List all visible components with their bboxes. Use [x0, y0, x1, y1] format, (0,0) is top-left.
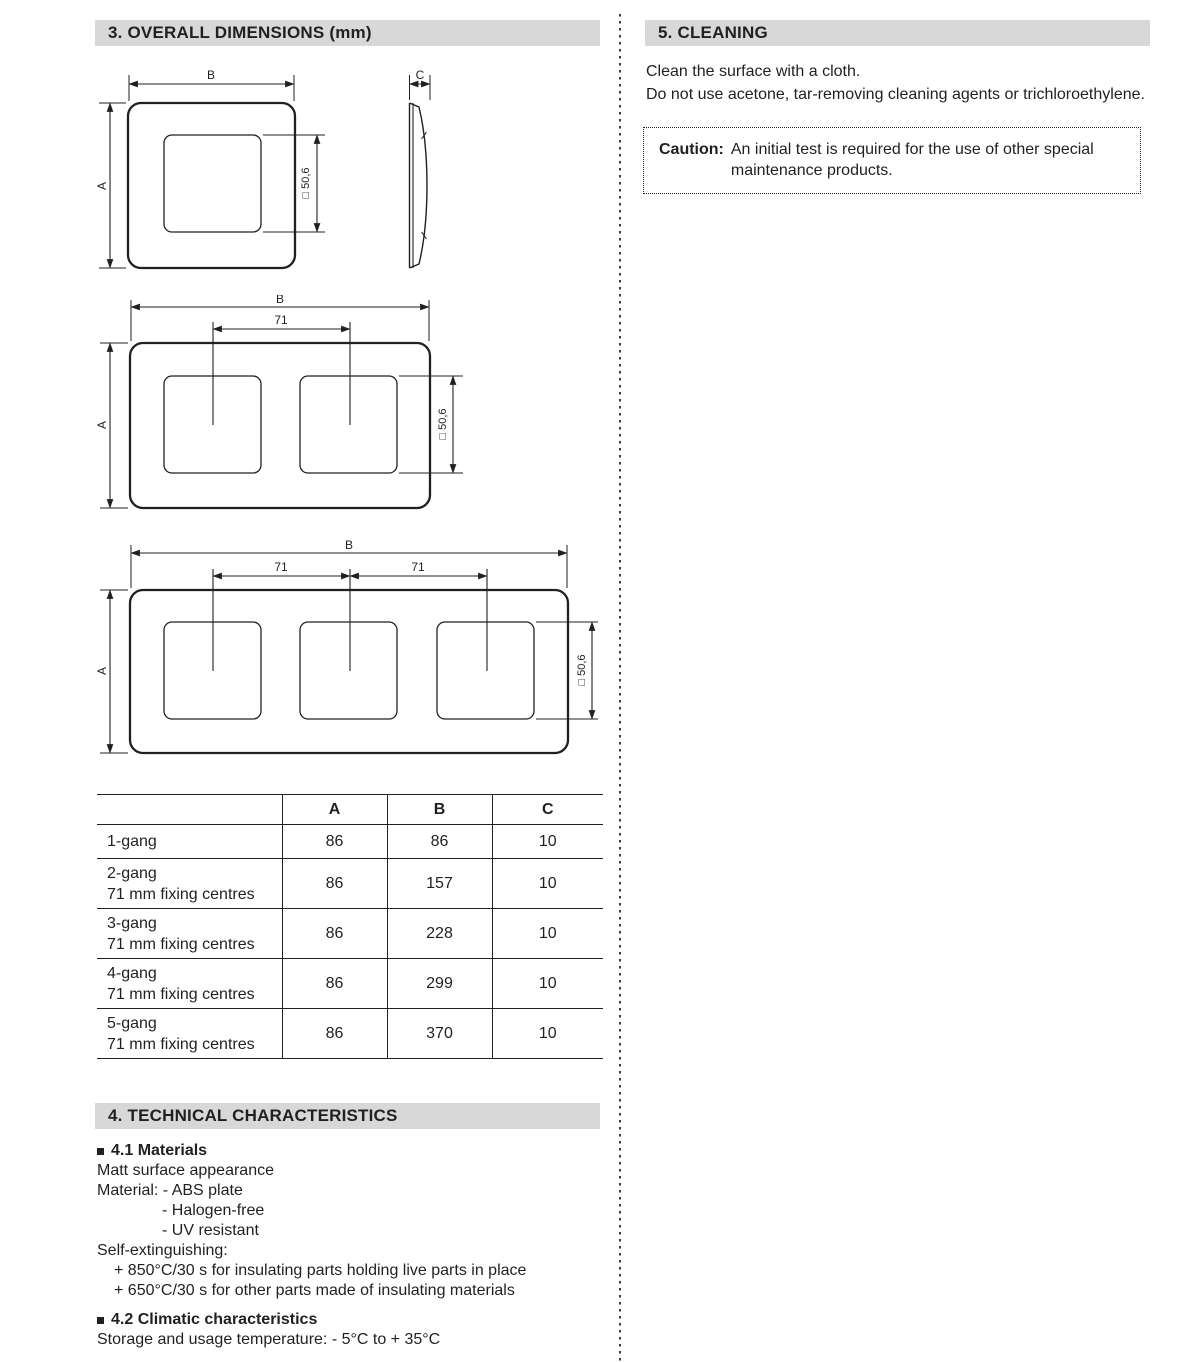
cleaning-line: Do not use acetone, tar-removing cleaning agents or trichloroethylene. [646, 86, 1145, 103]
value-b: 157 [387, 859, 492, 909]
tech-line: Material: - ABS plate [97, 1182, 243, 1199]
caution-line: An initial test is required for the use of other special [730, 141, 1094, 158]
drawing-2gang [95, 295, 475, 520]
section-3-header [95, 20, 600, 46]
dim-label-square: □ 50,6 [437, 408, 449, 440]
window-outline [300, 622, 397, 719]
value-a: 86 [282, 1009, 387, 1059]
row-sub: 71 mm fixing centres [107, 985, 255, 1003]
value-b: 299 [387, 959, 492, 1009]
value-c: 10 [492, 825, 603, 859]
dim-label-71: 71 [411, 560, 425, 574]
cleaning-text [646, 60, 1166, 106]
plate-outline [128, 103, 295, 268]
row-name: 4-gang [107, 964, 157, 982]
window-outline [164, 135, 261, 232]
section-4-title: 4. TECHNICAL CHARACTERISTICS [108, 1106, 398, 1125]
section-5-title: 5. CLEANING [658, 23, 768, 42]
tech-line: - UV resistant [162, 1222, 259, 1239]
climatic-heading: 4.2 Climatic characteristics [97, 1310, 602, 1330]
dim-label-a: A [95, 420, 109, 430]
dim-label-71: 71 [274, 560, 288, 574]
tech-line: Self-extinguishing: [97, 1242, 228, 1259]
cleaning-line: Clean the surface with a cloth. [646, 63, 861, 80]
section-5-header [645, 20, 1150, 46]
caution-line: maintenance products. [730, 162, 893, 179]
row-sub: 71 mm fixing centres [107, 1035, 255, 1053]
table-row [97, 825, 603, 859]
row-name: 5-gang [107, 1014, 157, 1032]
row-name: 2-gang [107, 864, 157, 882]
plate-outline [130, 343, 430, 508]
profile-curve [410, 103, 428, 268]
section-4-header [95, 1103, 600, 1129]
dim-label-b: B [275, 295, 285, 306]
dimensions-table [97, 794, 603, 1059]
value-c: 10 [492, 909, 603, 959]
dim-label-c: C [415, 68, 425, 82]
dim-label-b: B [344, 540, 354, 552]
value-b: 86 [387, 825, 492, 859]
drawing-1gang [95, 62, 455, 280]
section-3-title: 3. OVERALL DIMENSIONS (mm) [108, 23, 372, 42]
dim-label-square: □ 50,6 [576, 654, 588, 686]
column-divider [619, 14, 621, 1362]
value-c: 10 [492, 859, 603, 909]
value-c: 10 [492, 1009, 603, 1059]
drawing-3gang [95, 540, 615, 765]
value-b: 370 [387, 1009, 492, 1059]
header-b: B [387, 795, 492, 825]
tech-line: + 650°C/30 s for other parts made of insulating materials [114, 1282, 515, 1299]
dim-label-a: A [95, 666, 109, 676]
caution-box [643, 127, 1141, 194]
header-c: C [492, 795, 603, 825]
row-name: 3-gang [107, 914, 157, 932]
value-a: 86 [282, 959, 387, 1009]
plate-outline [130, 590, 568, 753]
row-sub: 71 mm fixing centres [107, 885, 255, 903]
dim-label-71: 71 [274, 313, 288, 327]
tech-line: Storage and usage temperature: - 5°C to + 35°C [97, 1331, 441, 1348]
row-sub: 71 mm fixing centres [107, 935, 255, 953]
technical-characteristics-text [97, 1141, 602, 1350]
value-a: 86 [282, 825, 387, 859]
value-c: 10 [492, 959, 603, 1009]
square-bullet-icon [97, 1317, 104, 1324]
dim-label-b: B [206, 68, 216, 82]
value-a: 86 [282, 909, 387, 959]
dim-label-square: □ 50,6 [300, 167, 312, 199]
materials-heading: 4.1 Materials [97, 1141, 602, 1161]
value-a: 86 [282, 859, 387, 909]
tech-line: - Halogen-free [162, 1202, 265, 1219]
table-row [97, 859, 603, 909]
table-row [97, 959, 603, 1009]
caution-label: Caution: [659, 141, 724, 158]
dim-label-a: A [95, 181, 109, 191]
caution-text [731, 139, 1094, 193]
tech-line: + 850°C/30 s for insulating parts holding live parts in place [114, 1262, 527, 1279]
table-row [97, 1009, 603, 1059]
window-outline [437, 622, 534, 719]
header-empty [97, 795, 282, 825]
window-outline [300, 376, 397, 473]
table-header-row [97, 795, 603, 825]
row-name: 1-gang [107, 833, 157, 850]
table-row [97, 909, 603, 959]
value-b: 228 [387, 909, 492, 959]
header-a: A [282, 795, 387, 825]
tech-line: Matt surface appearance [97, 1162, 274, 1179]
square-bullet-icon [97, 1148, 104, 1155]
